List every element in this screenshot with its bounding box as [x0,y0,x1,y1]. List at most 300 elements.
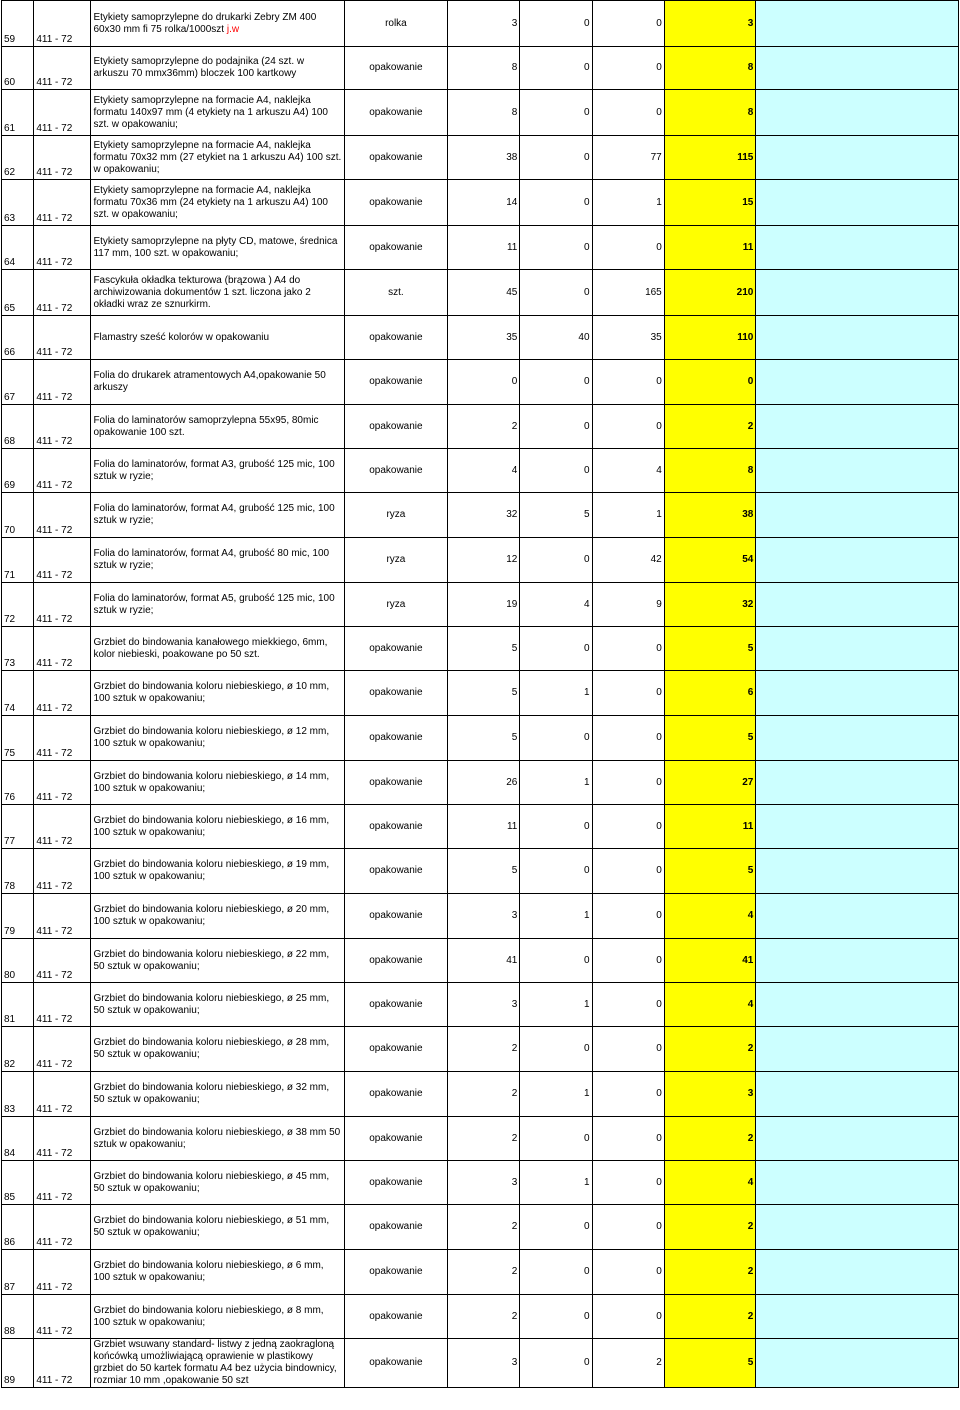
quantity-a: 2 [448,405,520,449]
quantity-c: 4 [592,449,664,493]
quantity-a: 45 [448,270,520,316]
quantity-a: 41 [448,939,520,983]
table-row [2,805,959,849]
item-description [91,270,344,316]
quantity-c: 0 [592,627,664,671]
quantity-total: 3 [664,1072,756,1117]
item-description [91,983,344,1027]
table-row [2,1205,959,1250]
quantity-c: 0 [592,1250,664,1295]
item-description-text: Folia do laminatorów, format A5, grubość 125 mic, 100 sztuk w ryzie; [93,592,335,616]
row-number: 70 [2,493,34,538]
quantity-b: 0 [520,226,592,270]
row-number: 87 [2,1250,34,1295]
row-number: 89 [2,1339,34,1388]
item-description [91,47,344,90]
quantity-c: 0 [592,1072,664,1117]
row-number: 72 [2,583,34,627]
table-row [2,1295,959,1339]
item-unit: opakowanie [344,1339,447,1388]
item-unit: opakowanie [344,983,447,1027]
quantity-a: 2 [448,1072,520,1117]
quantity-c: 0 [592,939,664,983]
item-code: 411 - 72 [34,583,91,627]
item-description [91,761,344,805]
empty-extra-cell [756,493,959,538]
quantity-c: 1 [592,180,664,226]
quantity-a: 3 [448,894,520,939]
item-description [91,1161,344,1205]
item-unit: opakowanie [344,180,447,226]
row-number: 69 [2,449,34,493]
item-code: 411 - 72 [34,1072,91,1117]
item-description-text: Grzbiet do bindowania koloru niebieskiego, ø 14 mm, 100 sztuk w opakowaniu; [93,770,330,794]
item-unit: opakowanie [344,671,447,716]
item-code: 411 - 72 [34,1027,91,1072]
item-code: 411 - 72 [34,671,91,716]
item-unit: opakowanie [344,761,447,805]
row-number: 75 [2,716,34,761]
empty-extra-cell [756,939,959,983]
quantity-total: 2 [664,1027,756,1072]
item-code: 411 - 72 [34,1,91,47]
row-number: 63 [2,180,34,226]
quantity-c: 2 [592,1339,664,1388]
table-row [2,671,959,716]
item-code: 411 - 72 [34,360,91,405]
empty-extra-cell [756,316,959,360]
quantity-total: 4 [664,894,756,939]
quantity-total: 2 [664,1205,756,1250]
empty-extra-cell [756,360,959,405]
quantity-b: 0 [520,849,592,894]
quantity-b: 0 [520,627,592,671]
row-number: 78 [2,849,34,894]
quantity-total: 5 [664,849,756,894]
table-row [2,1161,959,1205]
quantity-total: 11 [664,226,756,270]
item-description-text: Etykiety samoprzylepne na formacie A4, naklejka formatu 70x36 mm (24 etykiety na 1 arkuszu A4) 100 szt. w opakowaniu; [93,184,328,220]
quantity-total: 5 [664,627,756,671]
item-description-text: Folia do drukarek atramentowych A4,opakowanie 50 arkuszy [93,370,326,393]
item-description [91,1250,344,1295]
item-description [91,180,344,226]
item-code: 411 - 72 [34,136,91,180]
item-description-text: Grzbiet do bindowania koloru niebieskiego, ø 45 mm, 50 sztuk w opakowaniu; [93,1170,330,1194]
item-description [91,316,344,360]
table-row [2,716,959,761]
quantity-b: 0 [520,136,592,180]
item-code: 411 - 72 [34,627,91,671]
row-number: 71 [2,538,34,583]
item-code: 411 - 72 [34,983,91,1027]
quantity-c: 1 [592,493,664,538]
quantity-b: 0 [520,538,592,583]
item-unit: opakowanie [344,405,447,449]
item-unit: opakowanie [344,360,447,405]
quantity-a: 2 [448,1027,520,1072]
row-number: 84 [2,1117,34,1161]
empty-extra-cell [756,47,959,90]
quantity-b: 1 [520,983,592,1027]
item-description [91,1117,344,1161]
item-description [91,90,344,136]
table-row [2,583,959,627]
item-code: 411 - 72 [34,1205,91,1250]
quantity-b: 5 [520,493,592,538]
quantity-total: 2 [664,1295,756,1339]
quantity-total: 0 [664,360,756,405]
item-description-text: Grzbiet do bindowania koloru niebieskiego, ø 51 mm, 50 sztuk w opakowaniu; [93,1215,330,1238]
quantity-b: 0 [520,1117,592,1161]
quantity-total: 2 [664,1250,756,1295]
quantity-a: 2 [448,1117,520,1161]
quantity-a: 11 [448,805,520,849]
item-description [91,405,344,449]
item-unit: opakowanie [344,1027,447,1072]
quantity-total: 8 [664,47,756,90]
quantity-c: 77 [592,136,664,180]
table-row [2,1027,959,1072]
table-row [2,405,959,449]
row-number: 67 [2,360,34,405]
item-description-text: Grzbiet do bindowania koloru niebieskiego, ø 12 mm, 100 sztuk w opakowaniu; [93,726,330,749]
quantity-a: 38 [448,136,520,180]
item-description-text: Etykiety samoprzylepne na formacie A4, naklejka formatu 140x97 mm (4 etykiety na 1 arkuszu A4) 100 szt. w opakowaniu; [93,94,328,130]
item-code: 411 - 72 [34,1117,91,1161]
empty-extra-cell [756,226,959,270]
item-description-text: Grzbiet wsuwany standard- listwy z jedną zaokragloną końcówką umożliwiającą oprawienie w plastikowy grzbiet do 50 kartek formatu A4 bez użycia bindownicy, rozmiar 10 mm ,opakowanie 50 szt [93,1339,337,1386]
quantity-a: 3 [448,1161,520,1205]
item-code: 411 - 72 [34,47,91,90]
quantity-b: 40 [520,316,592,360]
empty-extra-cell [756,761,959,805]
empty-extra-cell [756,538,959,583]
row-number: 62 [2,136,34,180]
order-table [1,0,959,1388]
quantity-a: 2 [448,1295,520,1339]
item-code: 411 - 72 [34,761,91,805]
quantity-total: 32 [664,583,756,627]
row-number: 66 [2,316,34,360]
item-code: 411 - 72 [34,849,91,894]
item-code: 411 - 72 [34,1339,91,1388]
item-description [91,1027,344,1072]
quantity-c: 0 [592,1,664,47]
row-number: 65 [2,270,34,316]
item-code: 411 - 72 [34,939,91,983]
table-row [2,983,959,1027]
item-description-text: Grzbiet do bindowania koloru niebieskiego, ø 10 mm, 100 sztuk w opakowaniu; [93,681,330,704]
row-number: 68 [2,405,34,449]
quantity-b: 0 [520,1,592,47]
item-description-text: Grzbiet do bindowania kanałowego miekkiego, 6mm, kolor niebieski, poakowane po 50 szt. [93,636,328,660]
empty-extra-cell [756,805,959,849]
table-row [2,627,959,671]
item-unit: ryza [344,493,447,538]
quantity-c: 0 [592,226,664,270]
item-description [91,1205,344,1250]
quantity-a: 12 [448,538,520,583]
item-unit: opakowanie [344,316,447,360]
item-unit: opakowanie [344,627,447,671]
quantity-total: 15 [664,180,756,226]
quantity-c: 0 [592,1161,664,1205]
quantity-b: 0 [520,1205,592,1250]
quantity-a: 5 [448,849,520,894]
item-code: 411 - 72 [34,405,91,449]
quantity-b: 0 [520,449,592,493]
quantity-a: 5 [448,627,520,671]
quantity-a: 3 [448,983,520,1027]
item-code: 411 - 72 [34,1161,91,1205]
quantity-b: 0 [520,47,592,90]
item-description [91,538,344,583]
item-unit: opakowanie [344,1295,447,1339]
table-row [2,270,959,316]
item-description [91,849,344,894]
item-unit: opakowanie [344,716,447,761]
quantity-a: 5 [448,671,520,716]
quantity-total: 8 [664,90,756,136]
item-description-text: Grzbiet do bindowania koloru niebieskiego, ø 25 mm, 50 sztuk w opakowaniu; [93,992,330,1016]
empty-extra-cell [756,849,959,894]
row-number: 81 [2,983,34,1027]
table-row [2,180,959,226]
quantity-a: 26 [448,761,520,805]
item-code: 411 - 72 [34,270,91,316]
item-description-text: Grzbiet do bindowania koloru niebieskiego, ø 19 mm, 100 sztuk w opakowaniu; [93,859,330,882]
empty-extra-cell [756,405,959,449]
item-description-text: Grzbiet do bindowania koloru niebieskiego, ø 22 mm, 50 sztuk w opakowaniu; [93,948,330,972]
table-row [2,47,959,90]
row-number: 88 [2,1295,34,1339]
row-number: 82 [2,1027,34,1072]
row-number: 64 [2,226,34,270]
quantity-b: 0 [520,939,592,983]
item-unit: opakowanie [344,449,447,493]
item-description-text: Etykiety samoprzylepne do drukarki Zebry ZM 400 60x30 mm fi 75 rolka/1000szt [93,11,317,35]
quantity-b: 1 [520,761,592,805]
empty-extra-cell [756,1339,959,1388]
table-row [2,226,959,270]
quantity-b: 0 [520,1295,592,1339]
quantity-b: 1 [520,894,592,939]
quantity-b: 0 [520,360,592,405]
empty-extra-cell [756,1295,959,1339]
table-row [2,136,959,180]
table-row [2,493,959,538]
quantity-total: 5 [664,1339,756,1388]
quantity-b: 0 [520,270,592,316]
item-description [91,627,344,671]
item-description [91,583,344,627]
quantity-total: 4 [664,983,756,1027]
table-row [2,894,959,939]
item-description-text: Grzbiet do bindowania koloru niebieskiego, ø 20 mm, 100 sztuk w opakowaniu; [93,904,330,927]
row-number: 61 [2,90,34,136]
quantity-c: 0 [592,1205,664,1250]
empty-extra-cell [756,627,959,671]
quantity-c: 0 [592,90,664,136]
item-unit: opakowanie [344,805,447,849]
quantity-b: 0 [520,180,592,226]
item-code: 411 - 72 [34,1250,91,1295]
item-unit: opakowanie [344,894,447,939]
item-unit: opakowanie [344,939,447,983]
empty-extra-cell [756,716,959,761]
quantity-a: 2 [448,1205,520,1250]
item-unit: opakowanie [344,1250,447,1295]
row-number: 59 [2,1,34,47]
item-unit: opakowanie [344,136,447,180]
quantity-c: 0 [592,1117,664,1161]
quantity-total: 210 [664,270,756,316]
item-description-text: Folia do laminatorów, format A4, grubość 125 mic, 100 sztuk w ryzie; [93,503,335,526]
item-unit: ryza [344,538,447,583]
quantity-total: 27 [664,761,756,805]
table-row [2,849,959,894]
order-table-body [2,1,959,1388]
item-description-note: j.w [226,23,240,35]
item-description-text: Etykiety samoprzylepne na płyty CD, matowe, średnica 117 mm, 100 szt. w opakowaniu; [93,235,338,259]
item-description-text: Folia do laminatorów samoprzylepna 55x95, 80mic opakowanie 100 szt. [93,414,319,438]
item-unit: ryza [344,583,447,627]
quantity-a: 0 [448,360,520,405]
item-description [91,1072,344,1117]
item-code: 411 - 72 [34,449,91,493]
quantity-a: 2 [448,1250,520,1295]
table-row [2,1,959,47]
item-description [91,939,344,983]
quantity-total: 3 [664,1,756,47]
row-number: 79 [2,894,34,939]
quantity-b: 0 [520,1250,592,1295]
empty-extra-cell [756,671,959,716]
quantity-a: 8 [448,90,520,136]
item-description [91,360,344,405]
item-description-text: Etykiety samoprzylepne do podajnika (24 szt. w arkuszu 70 mmx36mm) bloczek 100 kartkowy [93,56,305,79]
item-code: 411 - 72 [34,538,91,583]
empty-extra-cell [756,1072,959,1117]
empty-extra-cell [756,894,959,939]
quantity-total: 5 [664,716,756,761]
table-row [2,1339,959,1388]
row-number: 73 [2,627,34,671]
quantity-c: 35 [592,316,664,360]
quantity-total: 6 [664,671,756,716]
quantity-total: 54 [664,538,756,583]
item-description-text: Grzbiet do bindowania koloru niebieskiego, ø 16 mm, 100 sztuk w opakowaniu; [93,814,330,838]
empty-extra-cell [756,180,959,226]
quantity-c: 0 [592,805,664,849]
table-row [2,538,959,583]
item-description-text: Flamastry sześć kolorów w opakowaniu [93,331,270,343]
item-unit: opakowanie [344,1072,447,1117]
empty-extra-cell [756,1205,959,1250]
item-description [91,671,344,716]
item-unit: szt. [344,270,447,316]
row-number: 80 [2,939,34,983]
empty-extra-cell [756,1250,959,1295]
item-description-text: Grzbiet do bindowania koloru niebieskiego, ø 28 mm, 50 sztuk w opakowaniu; [93,1037,330,1060]
item-description [91,805,344,849]
quantity-c: 0 [592,1295,664,1339]
quantity-c: 42 [592,538,664,583]
item-description-text: Folia do laminatorów, format A4, grubość 80 mic, 100 sztuk w ryzie; [93,548,330,571]
quantity-c: 0 [592,360,664,405]
row-number: 76 [2,761,34,805]
table-row [2,316,959,360]
quantity-total: 8 [664,449,756,493]
quantity-b: 0 [520,90,592,136]
item-description-text: Folia do laminatorów, format A3, grubość 125 mic, 100 sztuk w ryzie; [93,458,335,482]
item-code: 411 - 72 [34,805,91,849]
row-number: 60 [2,47,34,90]
quantity-b: 1 [520,671,592,716]
row-number: 74 [2,671,34,716]
quantity-a: 11 [448,226,520,270]
quantity-b: 0 [520,805,592,849]
quantity-c: 0 [592,405,664,449]
item-description-text: Grzbiet do bindowania koloru niebieskiego, ø 8 mm, 100 sztuk w opakowaniu; [93,1304,324,1328]
item-description [91,1339,344,1388]
item-code: 411 - 72 [34,226,91,270]
quantity-c: 0 [592,671,664,716]
item-description-text: Grzbiet do bindowania koloru niebieskiego, ø 38 mm 50 sztuk w opakowaniu; [93,1126,341,1150]
item-description [91,449,344,493]
row-number: 83 [2,1072,34,1117]
quantity-a: 19 [448,583,520,627]
quantity-c: 0 [592,1027,664,1072]
item-code: 411 - 72 [34,493,91,538]
row-number: 77 [2,805,34,849]
item-unit: opakowanie [344,90,447,136]
item-description [91,1,344,47]
quantity-total: 41 [664,939,756,983]
row-number: 85 [2,1161,34,1205]
quantity-c: 0 [592,894,664,939]
quantity-a: 14 [448,180,520,226]
table-row [2,939,959,983]
quantity-c: 9 [592,583,664,627]
item-code: 411 - 72 [34,716,91,761]
table-row [2,761,959,805]
empty-extra-cell [756,1117,959,1161]
quantity-b: 0 [520,405,592,449]
quantity-c: 0 [592,983,664,1027]
quantity-total: 4 [664,1161,756,1205]
empty-extra-cell [756,983,959,1027]
quantity-total: 110 [664,316,756,360]
table-row [2,1117,959,1161]
quantity-c: 0 [592,761,664,805]
item-unit: opakowanie [344,1161,447,1205]
quantity-total: 2 [664,1117,756,1161]
item-code: 411 - 72 [34,180,91,226]
empty-extra-cell [756,583,959,627]
quantity-b: 4 [520,583,592,627]
empty-extra-cell [756,270,959,316]
row-number: 86 [2,1205,34,1250]
item-description [91,136,344,180]
item-unit: opakowanie [344,226,447,270]
quantity-a: 4 [448,449,520,493]
item-unit: opakowanie [344,1117,447,1161]
empty-extra-cell [756,1161,959,1205]
quantity-c: 0 [592,849,664,894]
quantity-b: 0 [520,716,592,761]
